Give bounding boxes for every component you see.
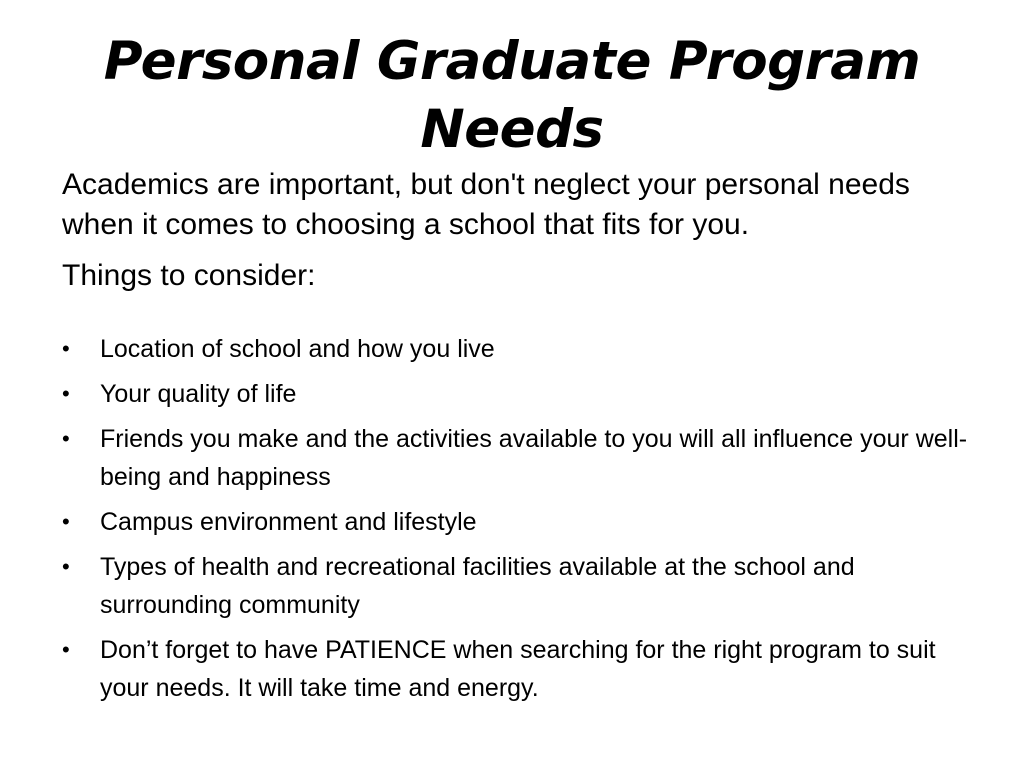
bullet-text: Your quality of life [100,380,297,408]
bullet-item-quality-of-life [62,375,982,413]
slide-title-line-1: Personal Graduate Program [103,31,921,92]
bullet-dot-icon: • [62,637,70,662]
bullet-item-location [62,330,982,368]
bullet-dot-icon: • [62,381,70,406]
bullet-list [62,330,982,714]
bullet-text: Friends you make and the activities available to you will all influence your well-being and happiness [100,425,968,491]
bullet-item-patience [62,631,982,707]
bullet-text: Campus environment and lifestyle [100,508,477,536]
bullet-text: Location of school and how you live [100,335,495,363]
consider-heading: Things to consider: [62,259,316,292]
bullet-text: Types of health and recreational facilities available at the school and surrounding community [100,553,855,619]
bullet-text: Don’t forget to have PATIENCE when searching for the right program to suit your needs. It will take time and energy. [100,636,936,702]
slide-title [40,28,984,164]
bullet-item-campus-environment [62,503,982,541]
bullet-item-friends-activities [62,420,982,496]
bullet-dot-icon: • [62,554,70,579]
bullet-dot-icon: • [62,336,70,361]
intro-paragraph: Academics are important, but don't neglect your personal needs when it comes to choosing a school that fits for you. [62,168,910,241]
bullet-dot-icon: • [62,426,70,451]
slide-title-line-2: Needs [420,99,604,160]
bullet-dot-icon: • [62,509,70,534]
bullet-item-health-facilities [62,548,982,624]
